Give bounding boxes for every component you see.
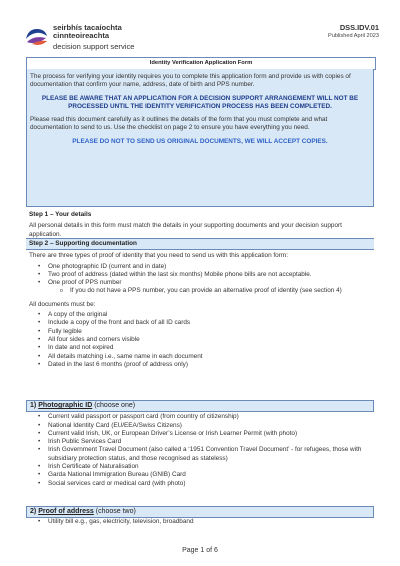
section-title: Proof of address xyxy=(38,508,94,515)
org-name-irish-2: cinnteoireachta xyxy=(53,31,110,40)
org-name-english: decision support service xyxy=(53,42,135,51)
list-item: • Irish Certificate of Naturalisation xyxy=(48,463,374,471)
photo-id-list xyxy=(26,413,374,488)
proof-types-list xyxy=(26,263,374,296)
list-item: • Irish Public Services Card xyxy=(48,438,374,446)
step1-section xyxy=(26,210,374,241)
section-number: 1) xyxy=(30,402,37,409)
org-name-irish-1: seirbhís tacaíochta xyxy=(53,23,122,32)
list-item: • Current valid passport or passport card (from country of citizenship) xyxy=(48,413,374,421)
requirements-list xyxy=(26,311,374,369)
list-item: • Utility bill e.g., gas, electricity, television, broadband xyxy=(48,518,374,526)
list-item: • National Identity Card (EU/EEA/Swiss Citizens) xyxy=(48,422,374,430)
step1-text: All personal details in this form must match the details in your supporting documents and your decision support application. xyxy=(29,222,342,238)
section-title: Photographic ID xyxy=(38,402,93,409)
page-header xyxy=(24,23,379,53)
intro-panel xyxy=(26,69,374,207)
list-item: • Include a copy of the front and back of all ID cards xyxy=(48,319,374,327)
list-item: • Fully legible xyxy=(48,328,374,336)
dss-logo-icon xyxy=(24,27,49,45)
form-title: Identity Verification Application Form xyxy=(26,57,376,70)
list-subitem: o If you do not have a PPS number, you can provide an alternative proof of identity (see section 4) xyxy=(70,287,374,295)
photo-id-section xyxy=(26,400,374,488)
requirements-intro: All documents must be: xyxy=(29,300,96,308)
step2-text: There are three types of proof of identity that you need to send us with this application form: xyxy=(29,252,288,260)
section-note: (choose one) xyxy=(94,402,136,409)
section-number: 2) xyxy=(30,508,37,515)
section-note: (choose two) xyxy=(95,508,136,515)
list-item: • Two proof of address (dated within the last six months) Mobile phone bills are not acceptable. xyxy=(48,271,374,279)
instructions-paragraph: Please read this document carefully as it outlines the details of the form that you must complete and what documentation to send to us. Use the checklist on page 2 to ensure you have everything you need. xyxy=(30,116,328,132)
proof-of-address-section xyxy=(26,506,374,527)
list-item: • One photographic ID (current and in date) xyxy=(48,263,374,271)
list-item: • Irish Government Travel Document (also called a ‘1951 Convention Travel Document’ - for refugees, those with subsidiary protection status, and those recognised as stateless) xyxy=(48,446,374,463)
proof-of-address-list xyxy=(26,518,374,526)
document-reference: DSS.IDV.01 xyxy=(339,23,379,32)
step2-heading: Step 2 – Supporting documentation xyxy=(26,238,374,250)
step1-heading: Step 1 – Your details xyxy=(26,210,374,220)
proof-of-address-heading xyxy=(26,506,374,518)
warning-notice: PLEASE BE AWARE THAT AN APPLICATION FOR A DECISION SUPPORT ARRANGEMENT WILL NOT BE PROCESSED UNTIL THE IDENTITY VERIFICATION PROCESS HAS BEEN COMPLETED. xyxy=(41,94,359,110)
list-item: • Garda National Immigration Bureau (GNIB) Card xyxy=(48,471,374,479)
list-item: • All four sides and corners visible xyxy=(48,336,374,344)
photo-id-heading xyxy=(26,400,374,412)
list-item: • All details matching i.e., same name in each document xyxy=(48,353,374,361)
step2-section xyxy=(26,238,374,369)
list-item: • One proof of PPS number xyxy=(48,279,374,287)
list-item: • A copy of the original xyxy=(48,311,374,319)
list-item: • In date and not expired xyxy=(48,344,374,352)
page-number: Page 1 of 6 xyxy=(182,547,218,554)
list-item: • Dated in the last 6 months (proof of address only) xyxy=(48,361,374,369)
list-item: • Social services card or medical card (with photo) xyxy=(48,480,374,488)
intro-paragraph: The process for verifying your identity requires you to complete this application form and provide us with copies of documentation that confirm your name, address, date of birth and PPS number. xyxy=(30,73,351,89)
list-item: • Current valid Irish, UK, or European Driver’s License or Irish Learner Permit (with photo) xyxy=(48,430,374,438)
copies-notice: PLEASE DO NOT TO SEND US ORIGINAL DOCUMENTS, WE WILL ACCEPT COPIES. xyxy=(72,137,328,145)
published-date: Published April 2023 xyxy=(327,33,379,39)
